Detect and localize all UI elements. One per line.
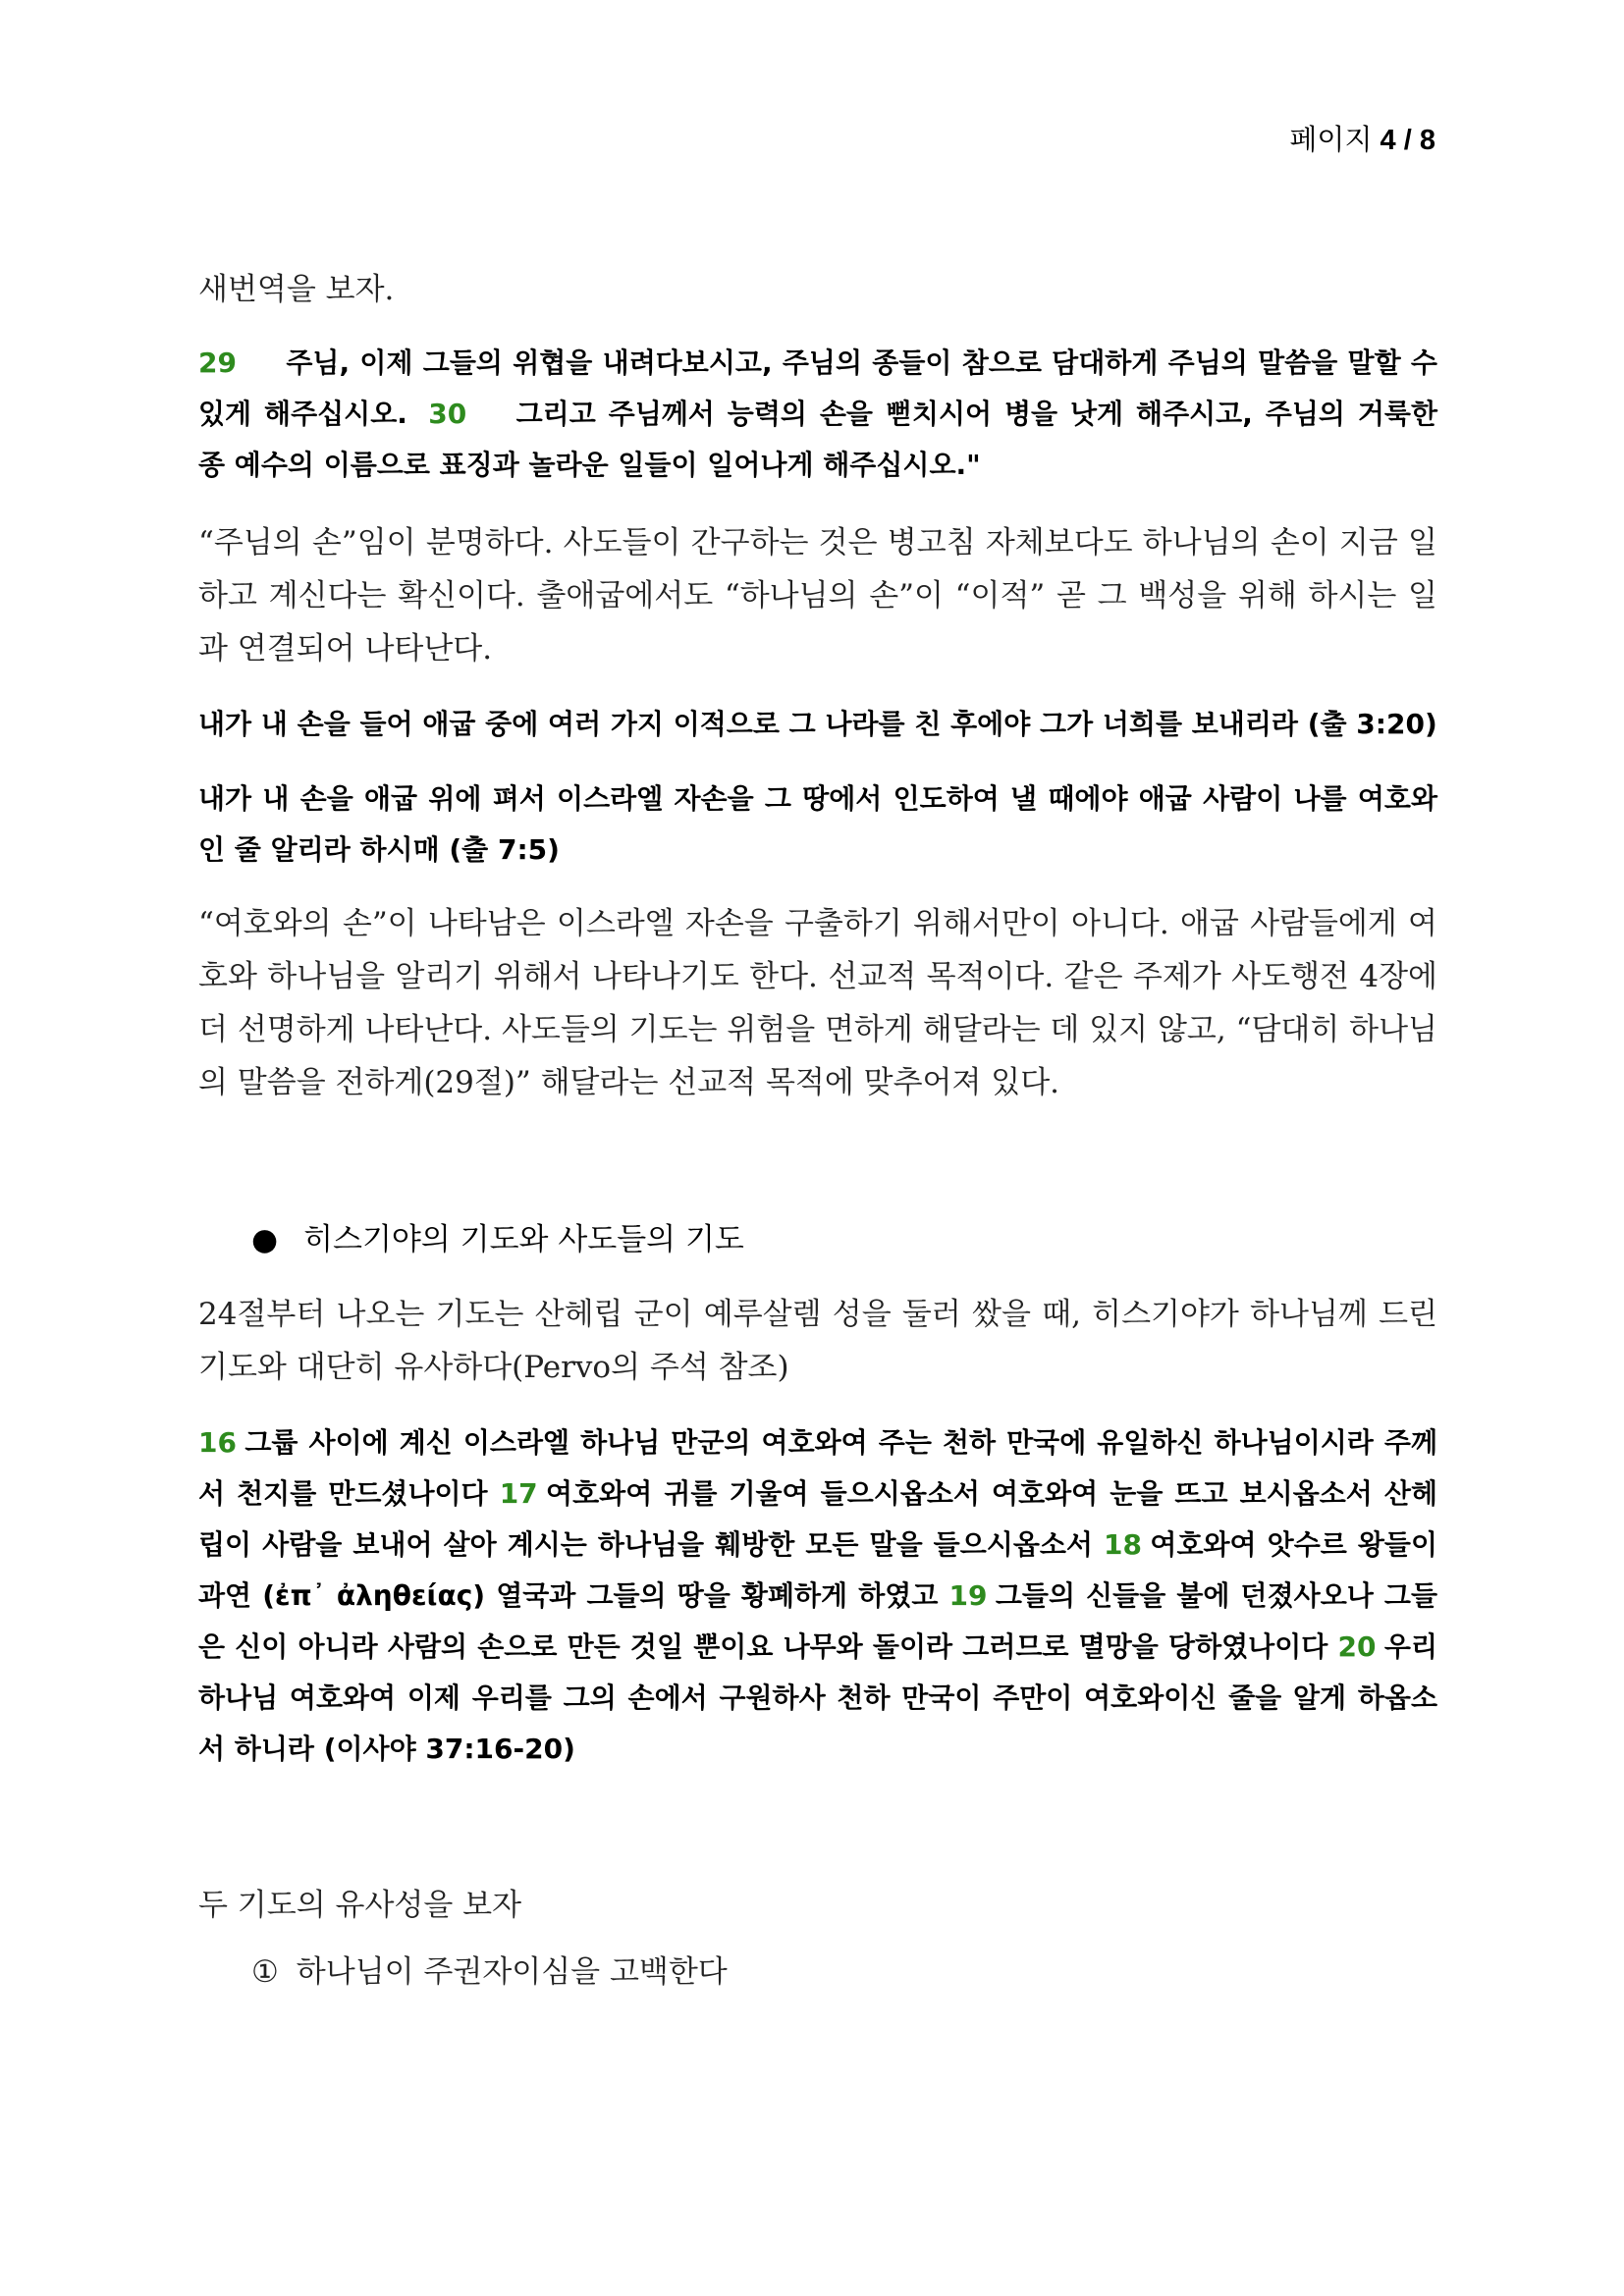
verse-number: 18 — [1104, 1528, 1142, 1561]
quote-exodus-3-20: 내가 내 손을 들어 애굽 중에 여러 가지 이적으로 그 나라를 친 후에야 그가 너희를 보내리라 (출 3:20) — [198, 708, 1437, 740]
bullet-heading-text: 히스기야의 기도와 사도들의 기도 — [303, 1222, 744, 1257]
verse-number: 19 — [948, 1579, 988, 1612]
page-separator: / — [1403, 125, 1412, 156]
verse-text: 여호와여 앗수르 왕들이 과연 (ἐπ᾽ ἀληθείας) 열국과 그들의 땅을 황폐하게 하였고 — [198, 1528, 1437, 1612]
page-number-header — [1289, 118, 1435, 158]
verse-text: 우리 하나님 여호와여 이제 우리를 그의 손에서 구원하사 천하 만국이 주만이 여호와이신 줄을 알게 하옵소서 하니라 (이사야 37:16-20) — [198, 1630, 1438, 1765]
paragraph-missional-purpose: “여호와의 손”이 나타남은 이스라엘 자손을 구출하기 위해서만이 아니다. 애굽 사람들에게 여호와 하나님을 알리기 위해서 나타나기도 한다. 선교적 목적이다. 같은 주제가 사도행전 4장에 더 선명하게 나타난다. 사도들의 기도는 위험을 면하게 해달라는 데 있지 않고, “담대히 하나님의 말씀을 전하게(29절)” 해달라는 선교적 목적에 맞추어져 있다. — [198, 906, 1437, 1100]
verse-text: 그들의 신들을 불에 던졌사오나 그들은 신이 아니라 사람의 손으로 만든 것일 뿐이요 나무와 돌이라 그러므로 멸망을 당하였나이다 — [198, 1579, 1438, 1663]
verse-number: 20 — [1337, 1630, 1377, 1663]
verse-text: 그룹 사이에 계신 이스라엘 하나님 만군의 여호와여 주는 천하 만국에 유일하신 하나님이시라 주께서 천지를 만드셨나이다 — [198, 1426, 1437, 1510]
verse-number: 16 — [198, 1426, 237, 1459]
total-page-count: 8 — [1419, 125, 1435, 156]
quote-acts-4-29-30 — [198, 338, 1437, 491]
verse-text: 그리고 주님께서 능력의 손을 뻗치시어 병을 낫게 해주시고, 주님의 거룩한 종 예수의 이름으로 표징과 놀라운 일들이 일어나게 해주십시오." — [198, 398, 1438, 481]
page-label: 페이지 — [1289, 125, 1373, 156]
paragraph-hand-of-lord: “주님의 손”임이 분명하다. 사도들이 간구하는 것은 병고침 자체보다도 하나님의 손이 지금 일하고 계신다는 확신이다. 출애굽에서도 “하나님의 손”이 “이적” 곧 그 백성을 위해 하시는 일과 연결되어 나타난다. — [198, 525, 1437, 667]
verse-number: 29 — [198, 347, 237, 379]
quote-exodus-7-5: 내가 내 손을 애굽 위에 펴서 이스라엘 자손을 그 땅에서 인도하여 낼 때에야 애굽 사람이 나를 여호와인 줄 알리라 하시매 (출 7:5) — [198, 782, 1437, 866]
numbered-item-1 — [198, 1946, 1437, 1999]
document-body — [198, 263, 1437, 1999]
bullet-icon: ● — [251, 1222, 279, 1257]
bullet-heading — [198, 1213, 1437, 1266]
circled-number-1: ① — [251, 1954, 279, 1990]
paragraph-hezekiah-prayer: 24절부터 나오는 기도는 산헤립 군이 예루살렘 성을 둘러 쌌을 때, 히스기야가 하나님께 드린 기도와 대단히 유사하다(Pervo의 주석 참조) — [198, 1297, 1437, 1385]
verse-text: 주님, 이제 그들의 위협을 내려다보시고, 주님의 종들이 참으로 담대하게 주님의 말씀을 말할 수 있게 해주십시오. — [198, 347, 1437, 430]
verse-number: 30 — [428, 398, 467, 430]
verse-text: 여호와여 귀를 기울여 들으시옵소서 여호와여 눈을 뜨고 보시옵소서 산헤립이 사람을 보내어 살아 계시는 하나님을 훼방한 모든 말을 들으시옵소서 — [198, 1477, 1437, 1561]
paragraph-similarity: 두 기도의 유사성을 보자 — [198, 1888, 522, 1923]
quote-isaiah-37-16-20 — [198, 1417, 1437, 1775]
paragraph-new-translation: 새번역을 보자. — [198, 272, 395, 307]
current-page-number: 4 — [1380, 125, 1396, 156]
numbered-item-text: 하나님이 주권자이심을 고백한다 — [296, 1954, 728, 1990]
verse-number: 17 — [499, 1477, 538, 1510]
